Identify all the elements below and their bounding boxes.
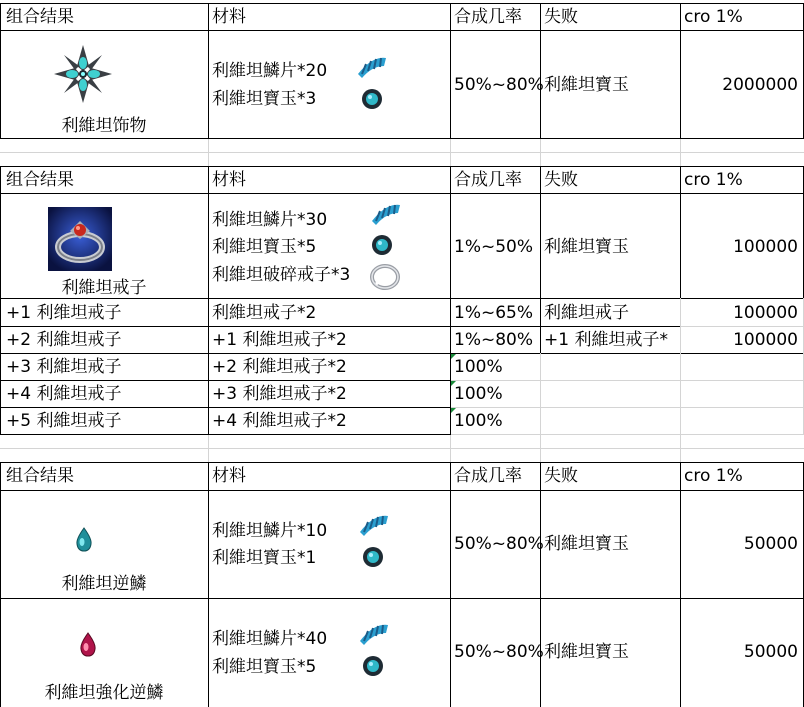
border	[0, 353, 804, 354]
header-rate[interactable]: 合成几率	[454, 7, 522, 27]
border	[0, 30, 804, 31]
header-rate[interactable]: 合成几率	[454, 170, 522, 190]
upgrade-rate[interactable]: 1%~80%	[454, 330, 533, 350]
rate-value[interactable]: 50%~80%	[454, 642, 544, 662]
fail-value[interactable]: 利維坦寶玉	[544, 75, 629, 95]
gridline	[680, 434, 681, 462]
fail-value[interactable]: 利維坦寶玉	[544, 237, 629, 257]
result-name[interactable]: 利維坦強化逆鱗	[44, 683, 164, 703]
rate-value[interactable]: 1%~50%	[454, 237, 533, 257]
leviathan-ornament-icon	[52, 43, 114, 105]
material-item[interactable]: 利維坦寶玉*1	[212, 548, 317, 568]
gridline	[540, 434, 541, 462]
border	[0, 434, 451, 435]
upgrade-material[interactable]: 利維坦戒子*2	[212, 303, 317, 323]
border	[450, 3, 451, 138]
material-item[interactable]: 利維坦鱗片*40	[212, 629, 328, 649]
header-fail[interactable]: 失败	[544, 7, 578, 27]
upgrade-result[interactable]: +4 利維坦戒子	[6, 384, 122, 404]
border	[0, 598, 804, 599]
header-material[interactable]: 材料	[212, 466, 246, 486]
upgrade-result[interactable]: +1 利维坦戒子	[6, 303, 122, 323]
border	[0, 490, 804, 491]
cro-value[interactable]: 50000	[743, 642, 798, 662]
border	[0, 193, 804, 194]
border	[540, 462, 541, 707]
gridline	[451, 380, 804, 381]
leviathan-scale-icon	[358, 621, 390, 647]
upgrade-rate[interactable]: 100%	[454, 411, 503, 431]
leviathan-jade-icon	[362, 655, 384, 677]
gridline	[208, 434, 209, 462]
header-material[interactable]: 材料	[212, 7, 246, 27]
header-cro[interactable]: cro 1%	[684, 466, 743, 486]
border	[0, 462, 804, 463]
upgrade-material[interactable]: +2 利維坦戒子*2	[212, 357, 347, 377]
upgrade-material[interactable]: +1 利維坦戒子*2	[212, 330, 347, 350]
upgrade-cro[interactable]: 100000	[733, 330, 798, 350]
rate-value[interactable]: 50%~80%	[454, 534, 544, 554]
upgrade-result[interactable]: +3 利維坦戒子	[6, 357, 122, 377]
border	[450, 166, 451, 434]
upgrade-material[interactable]: +3 利維坦戒子*2	[212, 384, 347, 404]
cro-value[interactable]: 100000	[733, 237, 798, 257]
leviathan-scale-icon	[370, 201, 402, 227]
border	[680, 462, 681, 707]
leviathan-scale-icon	[356, 54, 388, 80]
header-cro[interactable]: cro 1%	[684, 7, 743, 27]
gridline	[540, 353, 541, 434]
reverse-scale-icon	[74, 527, 94, 553]
result-name[interactable]: 利維坦饰物	[61, 116, 147, 136]
upgrade-rate[interactable]: 100%	[454, 357, 503, 377]
upgrade-rate[interactable]: 100%	[454, 384, 503, 404]
border	[0, 138, 804, 139]
upgrade-result[interactable]: +5 利維坦戒子	[6, 411, 122, 431]
border	[450, 462, 451, 707]
leviathan-scale-icon	[358, 512, 390, 538]
upgrade-fail[interactable]: 利維坦戒子	[544, 303, 629, 323]
header-result[interactable]: 组合结果	[6, 170, 74, 190]
border	[208, 3, 209, 138]
header-fail[interactable]: 失败	[544, 466, 578, 486]
material-item[interactable]: 利維坦破碎戒子*3	[212, 265, 351, 285]
header-material[interactable]: 材料	[212, 170, 246, 190]
gridline	[680, 326, 804, 327]
border	[680, 166, 681, 298]
border	[0, 407, 451, 408]
header-result[interactable]: 组合结果	[6, 7, 74, 27]
border	[0, 166, 1, 434]
leviathan-jade-icon	[362, 546, 384, 568]
header-fail[interactable]: 失败	[544, 170, 578, 190]
gridline	[450, 138, 451, 166]
header-result[interactable]: 组合结果	[6, 466, 74, 486]
border	[680, 3, 681, 138]
material-item[interactable]: 利維坦鱗片*10	[212, 521, 328, 541]
material-item[interactable]: 利維坦鱗片*20	[212, 61, 328, 81]
gridline	[451, 407, 804, 408]
fail-value[interactable]: 利維坦寶玉	[544, 642, 629, 662]
border	[0, 166, 804, 167]
border	[0, 3, 804, 4]
leviathan-jade-icon	[361, 88, 383, 110]
border	[540, 166, 541, 353]
gridline	[451, 434, 804, 435]
upgrade-result[interactable]: +2 利維坦戒子	[6, 330, 122, 350]
cro-value[interactable]: 2000000	[722, 75, 798, 95]
upgrade-fail[interactable]: +1 利維坦戒子*	[544, 330, 668, 350]
gridline	[540, 138, 541, 166]
border	[0, 380, 451, 381]
gridline	[680, 298, 681, 434]
header-rate[interactable]: 合成几率	[454, 466, 522, 486]
material-item[interactable]: 利維坦寶玉*3	[212, 89, 317, 109]
fail-value[interactable]: 利維坦寶玉	[544, 534, 629, 554]
leviathan-jade-icon	[371, 234, 393, 256]
material-item[interactable]: 利維坦寶玉*5	[212, 657, 317, 677]
gridline	[0, 448, 804, 449]
gridline	[450, 434, 451, 462]
broken-ring-icon	[368, 262, 402, 292]
header-cro[interactable]: cro 1%	[684, 170, 743, 190]
rate-value[interactable]: 50%~80%	[454, 75, 544, 95]
upgrade-material[interactable]: +4 利維坦戒子*2	[212, 411, 347, 431]
material-item[interactable]: 利維坦寶玉*5	[212, 237, 317, 257]
leviathan-ring-icon	[48, 207, 112, 271]
border	[208, 166, 209, 434]
result-name[interactable]: 利維坦逆鱗	[61, 574, 147, 594]
cro-value[interactable]: 50000	[743, 534, 798, 554]
border	[208, 462, 209, 707]
border	[0, 326, 680, 327]
gridline	[208, 138, 209, 166]
gridline	[0, 152, 804, 153]
material-item[interactable]: 利維坦鱗片*30	[212, 210, 328, 230]
gridline	[680, 138, 681, 166]
upgrade-rate[interactable]: 1%~65%	[454, 303, 533, 323]
upgrade-cro[interactable]: 100000	[733, 303, 798, 323]
border	[540, 3, 541, 138]
result-name[interactable]: 利維坦戒子	[61, 278, 147, 298]
enhanced-reverse-scale-icon	[78, 632, 98, 658]
